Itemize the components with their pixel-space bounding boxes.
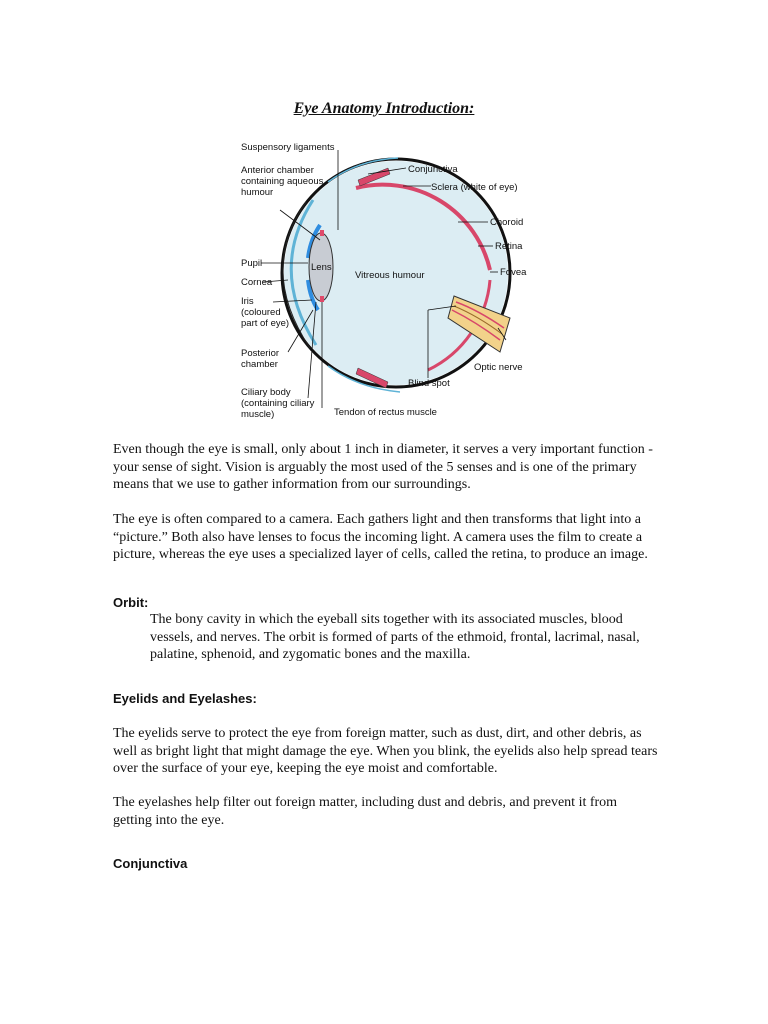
label-iris-line3: part of eye) bbox=[241, 318, 290, 329]
label-lens: Lens bbox=[311, 262, 332, 273]
label-ciliary-body: Ciliary body bbox=[241, 387, 291, 398]
label-anterior-chamber-line3: humour bbox=[241, 187, 274, 198]
heading-orbit: Orbit: bbox=[113, 595, 149, 610]
eye-anatomy-diagram bbox=[228, 130, 533, 425]
label-vitreous: Vitreous humour bbox=[355, 270, 425, 281]
label-anterior-chamber-line2: containing aqueous bbox=[241, 176, 324, 187]
label-ciliary-body-line2: (containing ciliary bbox=[241, 398, 315, 409]
label-iris-line2: (coloured bbox=[241, 307, 281, 318]
label-anterior-chamber: Anterior chamber bbox=[241, 165, 314, 176]
heading-conjunctiva: Conjunctiva bbox=[113, 856, 188, 871]
label-ciliary-body-line3: muscle) bbox=[241, 409, 275, 420]
intro-paragraph-1: Even though the eye is small, only about 1 inch in diameter, it serves a very important function - your sense of sight. Vision is arguably the most used of the 5 senses and is one of the primary means that we use to gather information from our surroundings. bbox=[113, 442, 653, 492]
label-fovea: Fovea bbox=[500, 267, 527, 278]
label-optic-nerve: Optic nerve bbox=[474, 362, 523, 373]
page-title: Eye Anatomy Introduction: bbox=[293, 100, 475, 117]
label-retina: Retina bbox=[495, 241, 523, 252]
label-cornea: Cornea bbox=[241, 277, 273, 288]
intro-paragraph-2: The eye is often compared to a camera. Each gathers light and then transforms that light into a “picture.” Both also have lenses to focus the incoming light. A camera uses the film to create a picture, whereas the eye uses a specialized layer of cells, called the retina, to produce an image. bbox=[113, 512, 648, 562]
label-choroid: Choroid bbox=[490, 217, 524, 228]
orbit-paragraph: The bony cavity in which the eyeball sits together with its associated muscles, blood vessels, and nerves. The orbit is formed of parts of the ethmoid, frontal, lacrimal, nasal, palatine, sphenoid, and zygomatic bones and the maxilla. bbox=[150, 612, 640, 662]
label-conjunctiva: Conjunctiva bbox=[408, 164, 458, 175]
label-iris: Iris bbox=[241, 296, 254, 307]
label-posterior-chamber: Posterior bbox=[241, 348, 280, 359]
label-tendon: Tendon of rectus muscle bbox=[334, 407, 437, 418]
label-suspensory-ligaments: Suspensory ligaments bbox=[241, 142, 335, 153]
eyelids-paragraph-1: The eyelids serve to protect the eye from foreign matter, such as dust, dirt, and other debris, as well as bright light that might damage the eye. When you blink, the eyelids also help spread tears over the surface of your eye, keeping the eye moist and comfortable. bbox=[113, 726, 658, 776]
label-sclera: Sclera (white of eye) bbox=[431, 182, 518, 193]
heading-eyelids: Eyelids and Eyelashes: bbox=[113, 691, 257, 706]
label-posterior-chamber-line2: chamber bbox=[241, 359, 278, 370]
label-pupil: Pupil bbox=[241, 258, 263, 269]
eyelids-paragraph-2: The eyelashes help filter out foreign matter, including dust and debris, and prevent it from getting into the eye. bbox=[113, 795, 618, 828]
label-blind-spot: Blind spot bbox=[408, 378, 450, 389]
